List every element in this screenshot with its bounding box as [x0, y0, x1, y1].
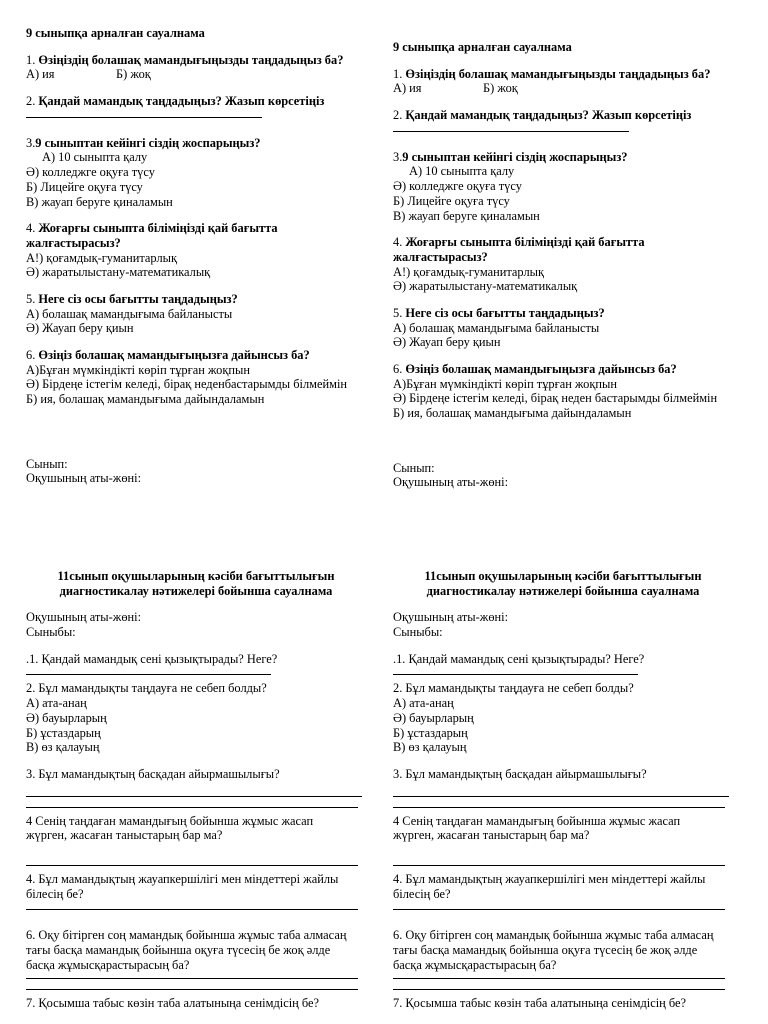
option: Ә) жаратылыстану-математикалық [393, 279, 578, 294]
option: А!) қоғамдық-гуманитарлық [26, 250, 177, 265]
question-6-cont: басқа жұмысқарастырасың ба? [26, 957, 190, 972]
question-6: 6. Өзіңіз болашақ мамандығыңызға дайынсыз ба? [393, 362, 677, 376]
question-5: 5. Неге сіз осы бағытты таңдадыңыз? [26, 291, 238, 306]
question-4-cont: жүрген, жасаған таныстарың бар ма? [393, 828, 590, 843]
answer-line [26, 843, 358, 866]
question-2: 2. Бұл мамандықты таңдауға не себеп болды? [393, 681, 634, 696]
option: Б) Лицейге оқуға түсу [393, 193, 510, 208]
answer-line [393, 803, 725, 808]
question-3: 3.9 сыныптан кейінгі сіздің жоспарыңыз? [393, 149, 628, 164]
option: Ә) бауырларың [26, 710, 107, 725]
option: А) 10 сыныпта қалу [42, 150, 148, 165]
answer-line [26, 782, 362, 797]
answer-line [393, 123, 629, 132]
question-5: 4. Бұл мамандықтың жауапкершілігі мен міндеттері жайлы [26, 871, 339, 886]
question-3: 3.9 сыныптан кейінгі сіздің жоспарыңыз? [26, 135, 261, 150]
question-4-cont: жүрген, жасаған таныстарың бар ма? [26, 828, 223, 843]
question-5: 4. Бұл мамандықтың жауапкершілігі мен міндеттері жайлы [393, 871, 706, 886]
answer-line [393, 843, 725, 866]
class-label: Сынып: [26, 456, 68, 471]
option: Ә) колледжге оқуға түсу [26, 165, 155, 180]
option: Ә) Бірдеңе істегім келеді, бірақ неденбастарымды білмеймін [26, 377, 348, 392]
option: А)Бұған мүмкіндікті көріп тұрған жоқпын [393, 376, 617, 391]
option: А) 10 сыныпта қалу [409, 164, 515, 179]
option: А)Бұған мүмкіндікті көріп тұрған жоқпын [26, 362, 250, 377]
option: Б) ия, болашақ мамандығыма дайындаламын [26, 392, 265, 407]
answer-line [393, 901, 725, 910]
question-1: .1. Қандай мамандық сені қызықтырады? Неге? [393, 651, 645, 666]
survey11-title-cont: диагностикалау нәтижелері бойынша сауалнама [59, 583, 333, 598]
answer-line [26, 985, 358, 990]
question-4-cont: жалғастырасыз? [393, 249, 488, 264]
question-1-options: А) ия Б) жоқ [393, 81, 518, 96]
survey9-title: 9 сыныпқа арналған сауалнама [393, 40, 572, 54]
option: Ә) бауырларың [393, 710, 474, 725]
question-5-cont: білесің бе? [26, 886, 84, 901]
question-4: 4 Сенің таңдаған мамандығың бойынша жұмыс жасап [393, 813, 681, 828]
question-1: 1. Өзіңіздің болашақ мамандығыңызды таңдадыңыз ба? [26, 52, 344, 67]
question-6-cont: тағы басқа мамандық бойынша оқуға түсесің бе жоқ әлде [26, 943, 331, 957]
question-4: 4 Сенің таңдаған мамандығың бойынша жұмыс жасап [26, 813, 314, 828]
question-6: 6. Оқу бітірген соң мамандық бойынша жұмыс таба алмасаң [26, 928, 347, 943]
question-2: 2. Қандай мамандық таңдадыңыз? Жазып көрсетіңіз [26, 94, 325, 109]
option: Ә) Жауап беру қиын [393, 335, 501, 350]
student-name-label: Оқушының аты-жөні: [393, 610, 509, 625]
answer-line [393, 666, 638, 675]
option: А) болашақ мамандығыма байланысты [393, 320, 600, 335]
question-3: 3. Бұл мамандықтың басқадан айырмашылығы? [26, 766, 280, 781]
survey9-title: 9 сыныпқа арналған сауалнама [26, 26, 205, 40]
student-name-label: Оқушының аты-жөні: [26, 610, 142, 625]
survey-column-left [26, 26, 366, 486]
answer-line [26, 666, 271, 675]
answer-line [393, 782, 729, 797]
question-7: 7. Қосымша табыс көзін таба алатыныңа сенімдісің бе? [26, 996, 320, 1011]
option: Б) Лицейге оқуға түсу [26, 179, 143, 194]
question-5-cont: білесің бе? [393, 886, 451, 901]
student-name-label: Оқушының аты-жөні: [26, 471, 142, 486]
survey11-right [393, 569, 733, 1011]
option: В) өз қалауың [393, 740, 467, 755]
question-1: 1. Өзіңіздің болашақ мамандығыңызды таңдадыңыз ба? [393, 66, 711, 81]
question-4: 4. Жоғарғы сыныпта біліміңізді қай бағытта [26, 221, 278, 236]
question-6-cont: тағы басқа мамандық бойынша оқуға түсесің бе жоқ әлде [393, 943, 698, 957]
question-3: 3. Бұл мамандықтың басқадан айырмашылығы? [393, 766, 647, 781]
question-1-options: А) ия Б) жоқ [26, 67, 151, 82]
survey-column-right [393, 40, 733, 490]
option: В) өз қалауың [26, 740, 100, 755]
question-4-cont: жалғастырасыз? [26, 235, 121, 250]
answer-line [26, 803, 358, 808]
student-name-label: Оқушының аты-жөні: [393, 475, 509, 490]
option: Ә) жаратылыстану-математикалық [26, 265, 211, 280]
survey11-title: 11сынып оқушыларының кәсіби бағыттылығын [57, 569, 335, 583]
answer-line [393, 972, 725, 979]
class-label: Сыныбы: [26, 625, 76, 640]
question-6: 6. Оқу бітірген соң мамандық бойынша жұмыс таба алмасаң [393, 928, 714, 943]
survey11-title: 11сынып оқушыларының кәсіби бағыттылығын [424, 569, 702, 583]
class-label: Сынып: [393, 460, 435, 475]
question-2: 2. Бұл мамандықты таңдауға не себеп болды? [26, 681, 267, 696]
option: Б) ұстаздарың [393, 725, 468, 740]
option: А!) қоғамдық-гуманитарлық [393, 264, 544, 279]
option: Б) ия, болашақ мамандығыма дайындаламын [393, 406, 632, 421]
question-2: 2. Қандай мамандық таңдадыңыз? Жазып көрсетіңіз [393, 108, 692, 123]
option: А) болашақ мамандығыма байланысты [26, 306, 233, 321]
option: В) жауап беруге қиналамын [26, 194, 173, 209]
option: Б) ұстаздарың [26, 725, 101, 740]
question-6-cont: басқа жұмысқарастырасың ба? [393, 957, 557, 972]
option: А) ата-анаң [26, 696, 87, 711]
question-5: 5. Неге сіз осы бағытты таңдадыңыз? [393, 305, 605, 320]
survey11-left [26, 569, 366, 1011]
question-1: .1. Қандай мамандық сені қызықтырады? Неге? [26, 651, 278, 666]
option: Ә) Жауап беру қиын [26, 321, 134, 336]
option: А) ата-анаң [393, 696, 454, 711]
question-6: 6. Өзіңіз болашақ мамандығыңызға дайынсыз ба? [26, 348, 310, 362]
option: Ә) колледжге оқуға түсу [393, 179, 522, 194]
answer-line [26, 972, 358, 979]
answer-line [26, 901, 358, 910]
question-4: 4. Жоғарғы сыныпта біліміңізді қай бағытта [393, 235, 645, 250]
question-7: 7. Қосымша табыс көзін таба алатыныңа сенімдісің бе? [393, 996, 687, 1011]
option: В) жауап беруге қиналамын [393, 208, 540, 223]
answer-line [26, 109, 262, 118]
class-label: Сыныбы: [393, 625, 443, 640]
survey11-title-cont: диагностикалау нәтижелері бойынша сауалнама [426, 583, 700, 598]
answer-line [393, 985, 725, 990]
option: Ә) Бірдеңе істегім келеді, бірақ неден бастарымды білмеймін [393, 391, 718, 406]
